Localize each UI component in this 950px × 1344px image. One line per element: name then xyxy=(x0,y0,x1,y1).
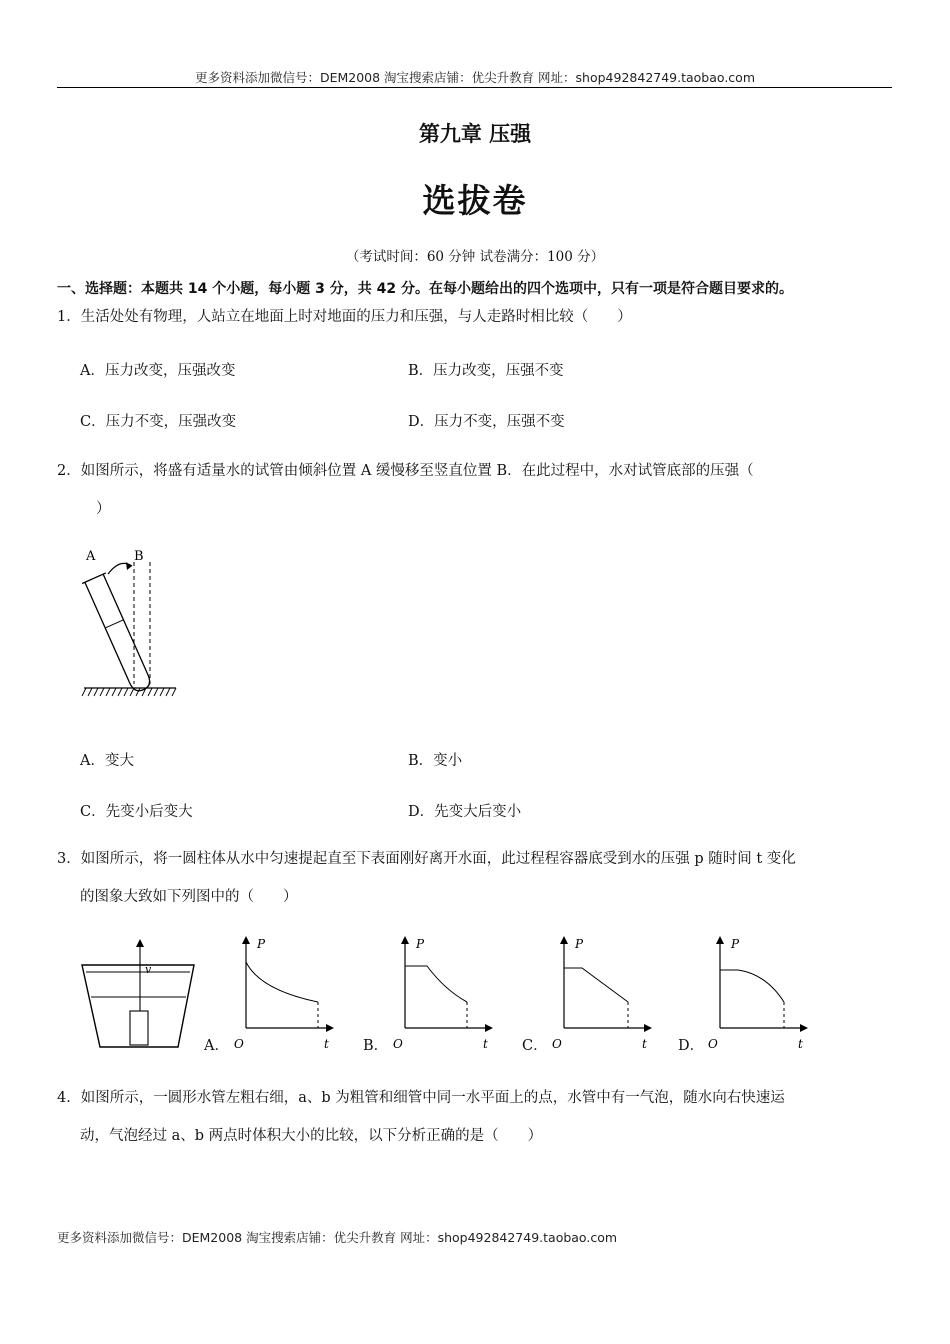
axis-t-label: t xyxy=(483,1037,488,1051)
question-2-cont: ） xyxy=(96,501,111,517)
arrow-head-icon xyxy=(126,562,132,570)
header-divider xyxy=(57,87,892,88)
question-4-cont: 动，气泡经过 a、b 两点时体积大小的比较，以下分析正确的是（ ） xyxy=(80,1128,543,1144)
question-3-cont: 的图象大致如下列图中的（ ） xyxy=(80,889,298,905)
axis-o-label: O xyxy=(234,1037,244,1051)
graph-option-d-label: D． xyxy=(678,1038,705,1054)
graph-b xyxy=(389,932,499,1054)
q1-option-c: C．压力不变，压强改变 xyxy=(80,414,237,430)
graph-option-c-label: C． xyxy=(522,1038,548,1054)
q1-option-b: B．压力改变，压强不变 xyxy=(408,363,564,379)
axis-t-label: t xyxy=(798,1037,803,1051)
q2-option-a: A．变大 xyxy=(80,753,134,769)
axis-p-label: P xyxy=(575,937,584,951)
question-text: 如图所示，将盛有适量水的试管由倾斜位置 A 缓慢移至竖直位置 B．在此过程中，水对试管底部的压强（ xyxy=(80,463,754,479)
axis-t-label: t xyxy=(642,1037,647,1051)
q1-option-d: D．压力不变，压强不变 xyxy=(408,414,565,430)
label-b: B xyxy=(134,549,144,564)
axis-p-label: P xyxy=(416,937,425,951)
graph-option-a-label: A． xyxy=(204,1038,229,1054)
q2-option-c: C．先变小后变大 xyxy=(80,804,193,820)
question-number: 4． xyxy=(57,1090,81,1106)
question-1 xyxy=(57,298,892,336)
q2-option-d: D．先变大后变小 xyxy=(408,804,522,820)
question-number: 3． xyxy=(57,851,81,867)
graph-c xyxy=(548,932,658,1054)
graph-a xyxy=(230,932,340,1054)
velocity-label: v xyxy=(145,963,152,976)
paper-subtitle: 选拔卷 xyxy=(422,181,528,220)
page-footer: 更多资料添加微信号：DEM2008 淘宝搜索店铺：优尖升教育 网址：shop492842749.taobao.com xyxy=(57,1230,618,1245)
label-a: A xyxy=(86,549,96,564)
axis-t-label: t xyxy=(324,1037,329,1051)
up-arrow-icon xyxy=(136,939,144,947)
question-2 xyxy=(57,452,892,490)
axis-o-label: O xyxy=(393,1037,403,1051)
test-tube-figure xyxy=(80,540,190,705)
question-text: 如图所示，将一圆柱体从水中匀速提起直至下表面刚好离开水面，此过程程容器底受到水的压强 p 随时间 t 变化 xyxy=(80,851,796,867)
section-heading: 一、选择题：本题共 14 个小题，每小题 3 分，共 42 分。在每小题给出的四个选项中，只有一项是符合题目要求的。 xyxy=(57,281,793,297)
question-4 xyxy=(57,1079,892,1117)
question-number: 2． xyxy=(57,463,81,479)
exam-meta: （考试时间：60 分钟 试卷满分：100 分） xyxy=(345,249,605,265)
question-3 xyxy=(57,840,892,878)
container-figure xyxy=(80,935,198,1055)
axis-o-label: O xyxy=(552,1037,562,1051)
question-text: 生活处处有物理，人站立在地面上时对地面的压力和压强，与人走路时相比较（ ） xyxy=(80,309,632,325)
chapter-title: 第九章 压强 xyxy=(418,122,532,146)
axis-p-label: P xyxy=(257,937,266,951)
axis-p-label: P xyxy=(731,937,740,951)
question-text: 如图所示，一圆形水管左粗右细，a、b 为粗管和细管中同一水平面上的点，水管中有一气泡，随水向右快速运 xyxy=(80,1090,785,1106)
q2-option-b: B．变小 xyxy=(408,753,463,769)
question-number: 1． xyxy=(57,309,81,325)
graph-option-b-label: B． xyxy=(363,1038,389,1054)
page-header: 更多资料添加微信号：DEM2008 淘宝搜索店铺：优尖升教育 网址：shop492842749.taobao.com xyxy=(194,70,756,85)
axis-o-label: O xyxy=(708,1037,718,1051)
graph-d xyxy=(704,932,814,1054)
q1-option-a: A．压力改变，压强改变 xyxy=(80,363,236,379)
